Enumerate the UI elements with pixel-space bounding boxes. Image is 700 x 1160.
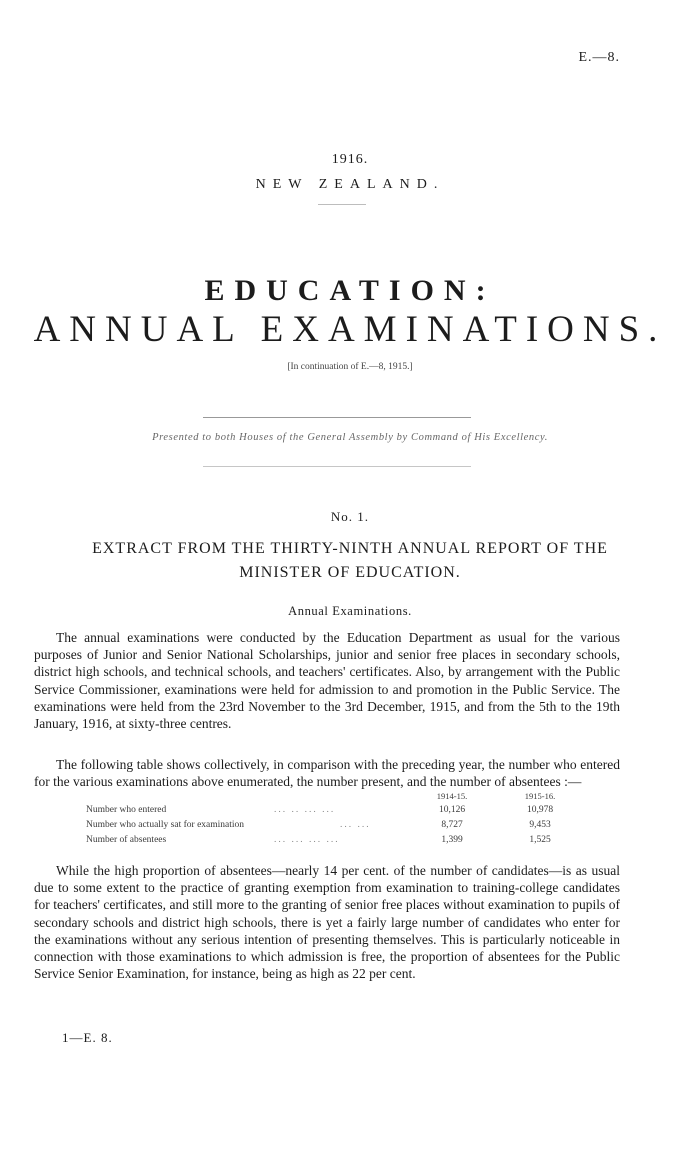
divider	[203, 417, 471, 418]
country-heading: NEW ZEALAND.	[255, 177, 445, 192]
publication-year: 1916.	[331, 152, 369, 167]
report-number: No. 1.	[330, 509, 370, 524]
row-label: Number of absentees	[86, 835, 167, 845]
value-1915-16: 9,453	[529, 820, 551, 830]
row-label: Number who entered	[86, 805, 167, 815]
document-reference: E.—8.	[578, 50, 620, 65]
leader-dots: ... .. ... ...	[274, 805, 336, 815]
table-row	[34, 820, 620, 835]
table-row	[34, 835, 620, 850]
presented-note: Presented to both Houses of the General Assembly by Command of His Excellency.	[152, 432, 548, 443]
main-title: EDUCATION:	[204, 274, 496, 307]
examination-table	[34, 791, 620, 850]
leader-dots: ... ...	[340, 820, 371, 830]
paragraph-2: The following table shows collectively, in comparison with the preceding year, the number who entered for the various examinations above enumerated, the number present, and the number of absentees :—	[34, 757, 620, 790]
section-heading: Annual Examinations.	[288, 604, 412, 618]
page-footer: 1—E. 8.	[62, 1030, 113, 1045]
table-row	[34, 805, 620, 820]
value-1914-15: 1,399	[441, 835, 463, 845]
divider	[203, 466, 471, 467]
table-header	[34, 791, 620, 805]
column-header: 1914-15.	[436, 791, 468, 801]
paragraph-1: The annual examinations were conducted by the Education Department as usual for the various purposes of Junior and Senior National Scholarships, junior and senior free places in secondary schools, district high schools, and technical schools, and teachers' certificates. Also, by arrangement with the Public Service Commissioner, examinations were held for admission to and promotion in the Public Service. The examinations were held from the 23rd November to the 3rd December, 1915, and from the 5th to the 19th January, 1916, at sixty-three centres.	[34, 630, 620, 732]
leader-dots: ... ... ... ...	[274, 835, 340, 845]
extract-heading-line-2: MINISTER OF EDUCATION.	[239, 564, 461, 581]
value-1915-16: 1,525	[529, 835, 551, 845]
subtitle: ANNUAL EXAMINATIONS.	[33, 309, 667, 350]
column-header: 1915-16.	[524, 791, 556, 801]
value-1914-15: 10,126	[438, 805, 466, 815]
extract-heading-line-1: EXTRACT FROM THE THIRTY-NINTH ANNUAL REPORT OF THE	[92, 540, 608, 557]
value-1915-16: 10,978	[526, 805, 554, 815]
divider	[318, 204, 366, 205]
row-label: Number who actually sat for examination	[86, 820, 245, 830]
value-1914-15: 8,727	[441, 820, 463, 830]
continuation-note: [In continuation of E.—8, 1915.]	[287, 362, 413, 372]
paragraph-3: While the high proportion of absentees—nearly 14 per cent. of the number of candidates—is as usual due to some extent to the practice of granting exemption from examination to training-college candidates for teachers' certificates, and still more to the granting of senior free places without examination to pupils of secondary schools and district high schools, there is yet a fairly large number of candidates who enter for the examinations without any serious intention of presenting themselves. This is particularly noticeable in connection with those examinations to which admission is free, the proportion of absentees for the Public Service Senior Examination, for instance, being as high as 22 per cent.	[34, 863, 620, 982]
